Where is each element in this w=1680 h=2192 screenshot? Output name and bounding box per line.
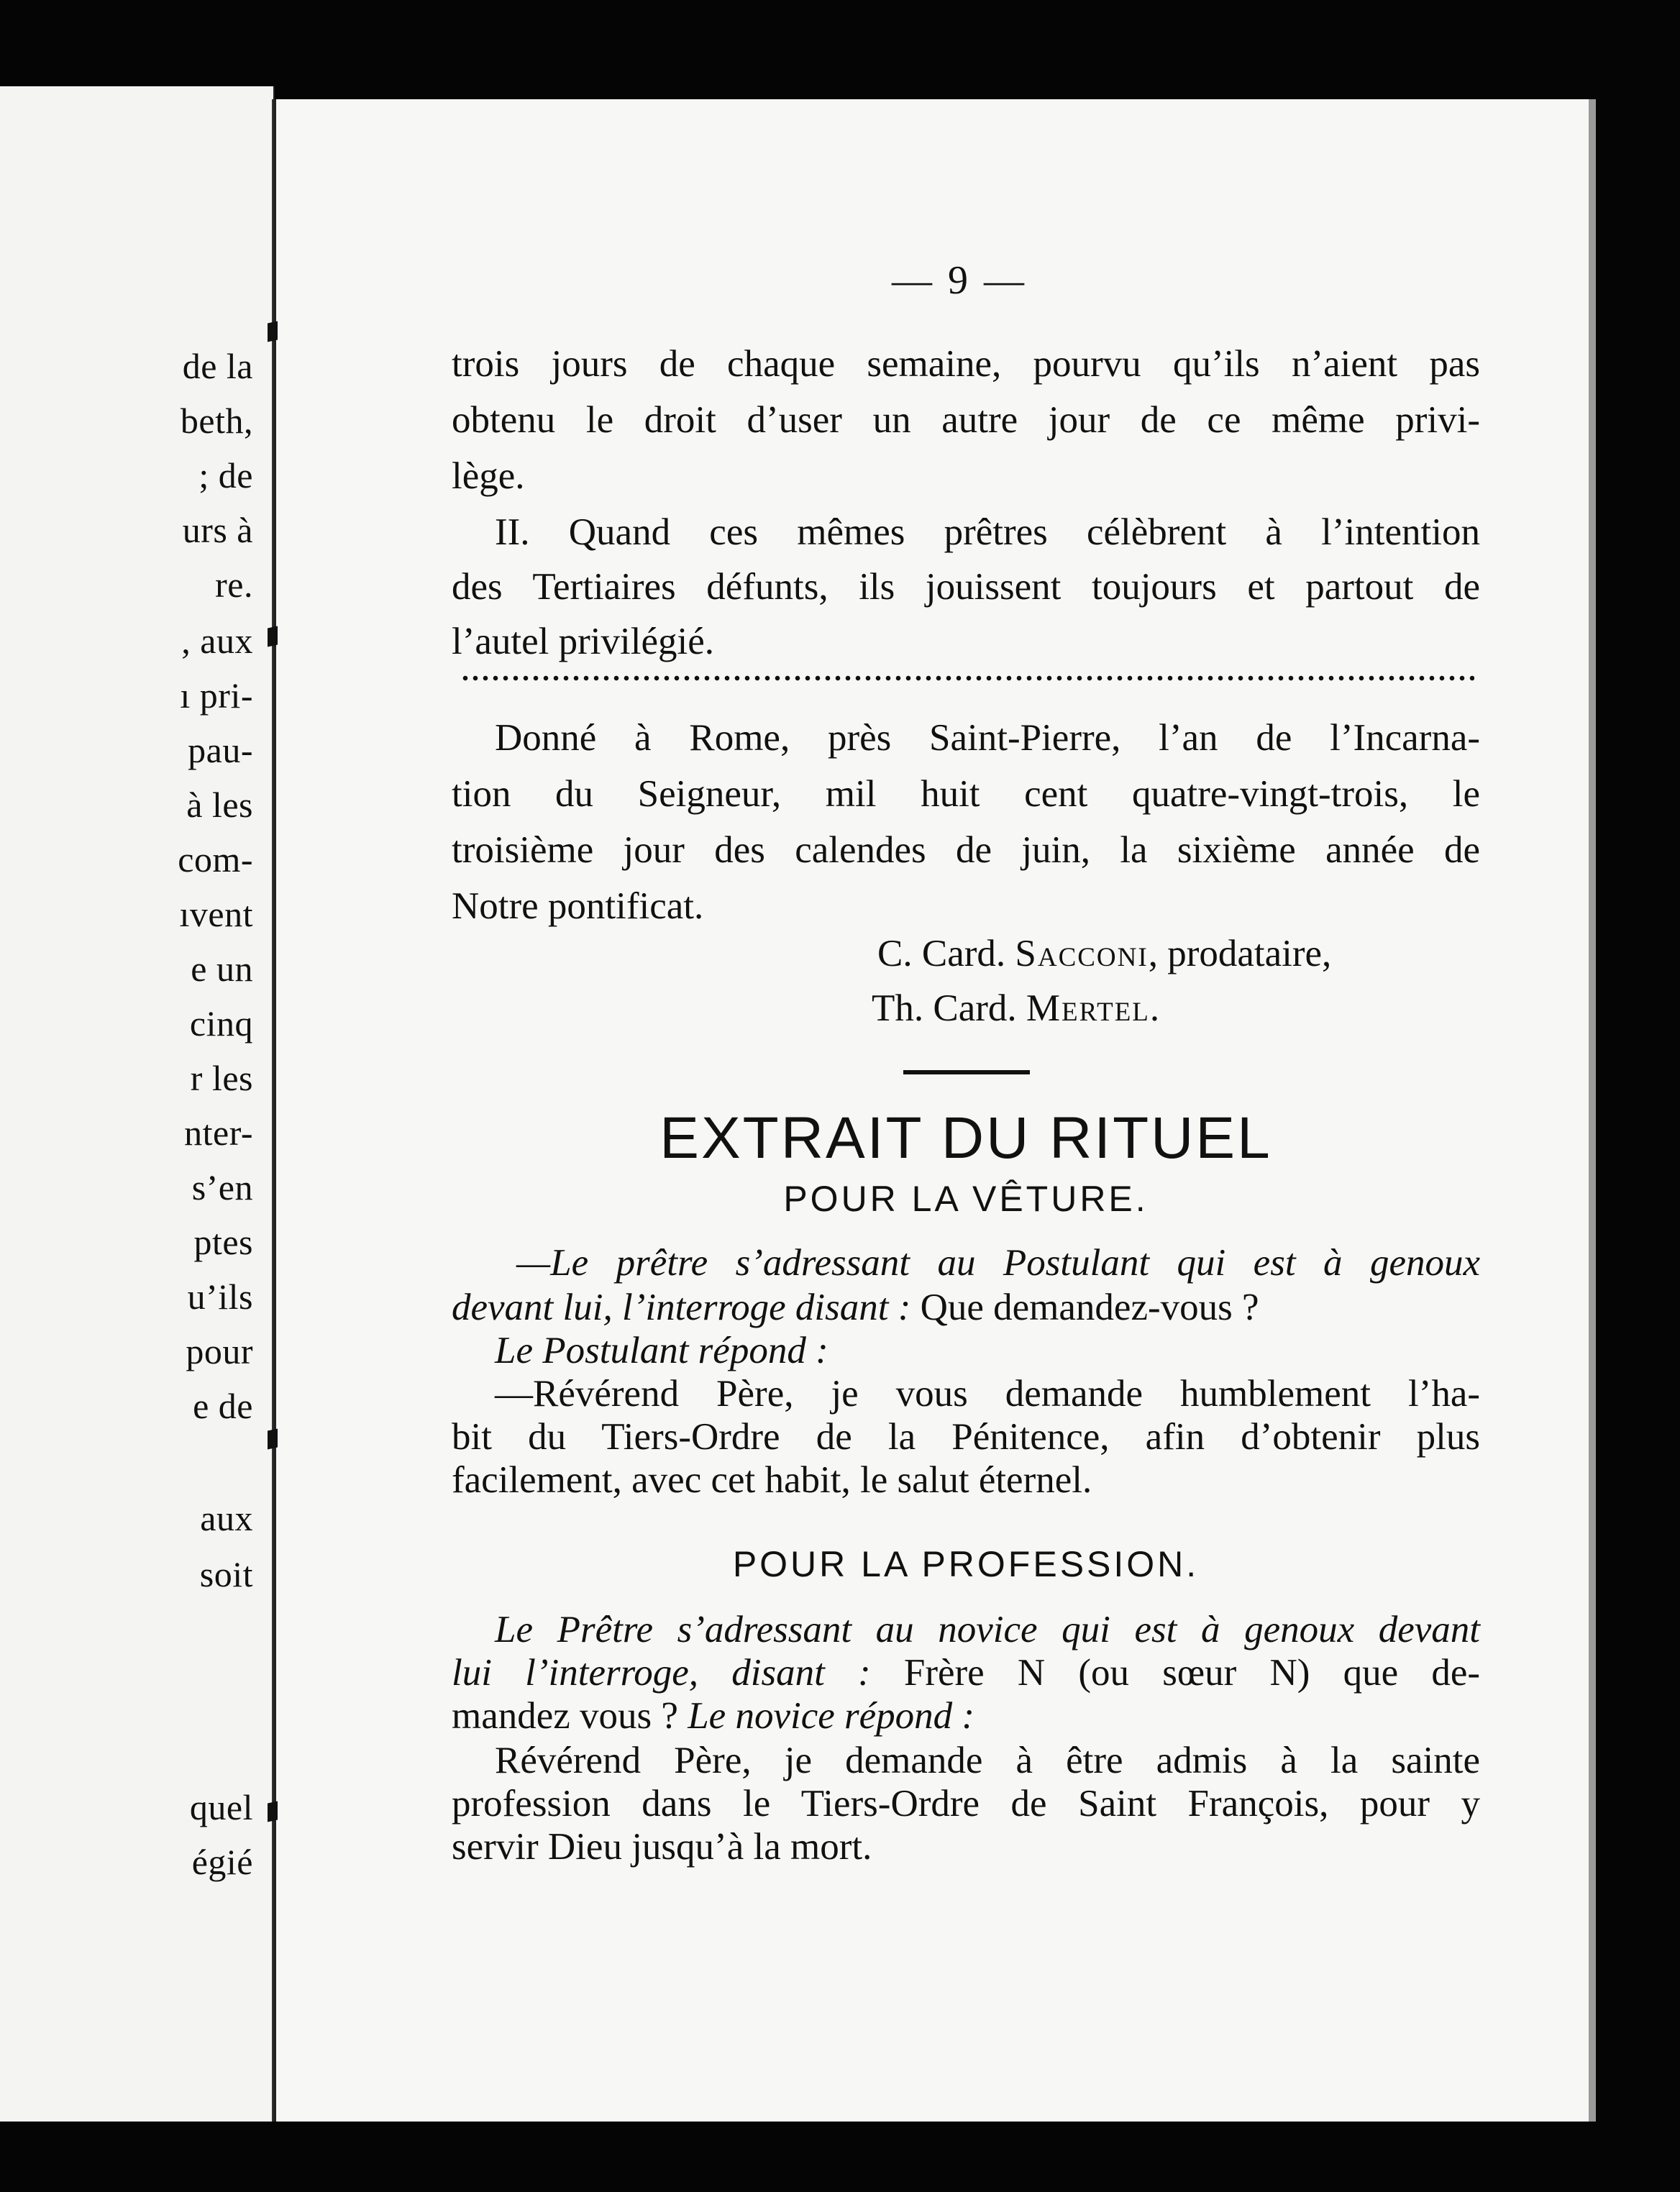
text-line xyxy=(452,1654,1480,1692)
text-line: facilement, avec cet habit, le salut éternel. xyxy=(452,1459,1092,1501)
left-line: e un xyxy=(191,949,253,989)
text-line: l’autel privilégié. xyxy=(452,621,714,662)
text-line: profession dans le Tiers-Ordre de Saint François, pour y xyxy=(452,1783,1480,1825)
left-line: r les xyxy=(190,1058,253,1098)
left-line: quel xyxy=(189,1787,253,1827)
binding-stitch xyxy=(268,1429,278,1450)
signature-name: Sacconi xyxy=(1015,933,1149,974)
left-line: s’en xyxy=(191,1167,253,1207)
signature-sacconi xyxy=(877,932,1331,975)
text-line: Révérend Père, je demande à être admis à la sainte xyxy=(495,1740,1480,1781)
text-line: Le Postulant répond : xyxy=(495,1330,828,1371)
left-line: urs à xyxy=(182,510,253,550)
left-line: pau- xyxy=(188,730,253,770)
left-line: , aux xyxy=(181,621,253,661)
ellipsis-dotted-line xyxy=(460,675,1474,682)
left-line: beth, xyxy=(180,401,253,441)
left-line: ; de xyxy=(198,455,253,496)
left-line: de la xyxy=(182,346,253,386)
signature-mertel xyxy=(872,987,1159,1030)
section-heading: EXTRAIT DU RITUEL xyxy=(659,1105,1272,1171)
text-line: trois jours de chaque semaine, pourvu qu’ils n’aient pas xyxy=(452,343,1480,385)
binding-stitch xyxy=(268,1801,278,1822)
signature-suffix: . xyxy=(1149,987,1160,1029)
left-line: cinq xyxy=(189,1003,253,1044)
signature-prefix: C. Card. xyxy=(877,933,1006,974)
left-line: aux xyxy=(200,1498,253,1538)
roman-span: mandez vous ? xyxy=(452,1695,688,1737)
text-line: —Le prêtre s’adressant au Postulant qui est à genoux xyxy=(516,1242,1480,1284)
left-line: à les xyxy=(186,785,253,825)
left-line: re. xyxy=(215,565,253,605)
text-line: lège. xyxy=(452,455,525,497)
text-line: troisième jour des calendes de juin, la sixième année de xyxy=(452,829,1480,871)
subheading-vesture: POUR LA VÊTURE. xyxy=(783,1179,1149,1219)
signature-suffix: , prodataire, xyxy=(1148,933,1332,974)
text-line: obtenu le droit d’user un autre jour de ce même privi- xyxy=(452,399,1480,441)
italic-span: devant lui, l’interroge disant : xyxy=(452,1287,911,1328)
text-line: servir Dieu jusqu’à la mort. xyxy=(452,1826,872,1868)
text-line: Le Prêtre s’adressant au novice qui est à genoux devant xyxy=(495,1609,1480,1650)
text-line: Notre pontificat. xyxy=(452,885,704,927)
italic-span: lui l’interroge, disant : xyxy=(452,1652,871,1694)
left-line: nter- xyxy=(184,1113,253,1153)
left-page-fragment xyxy=(0,86,275,2122)
text-line xyxy=(452,1289,1480,1327)
text-line: Donné à Rome, près Saint-Pierre, l’an de l’Incarna- xyxy=(495,717,1480,759)
section-rule xyxy=(903,1070,1030,1074)
left-line: égié xyxy=(191,1842,253,1882)
text-line: des Tertiaires défunts, ils jouissent toujours et partout de xyxy=(452,566,1480,608)
left-line: u’ils xyxy=(187,1277,253,1317)
roman-span: Frère N (ou sœur N) que de- xyxy=(870,1652,1480,1694)
text-line: bit du Tiers-Ordre de la Pénitence, afin d’obtenir plus xyxy=(452,1416,1480,1458)
subheading-profession: POUR LA PROFESSION. xyxy=(732,1544,1200,1584)
page-number: — 9 — xyxy=(892,258,1027,303)
binding-stitch xyxy=(268,321,278,342)
text-line: —Révérend Père, je vous demande humblement l’ha- xyxy=(495,1373,1480,1415)
text-line: II. Quand ces mêmes prêtres célèbrent à l’intention xyxy=(495,511,1480,553)
left-line: ı pri- xyxy=(180,675,253,716)
signature-prefix: Th. Card. xyxy=(872,987,1017,1029)
left-line: com- xyxy=(178,839,253,880)
left-line: soit xyxy=(199,1554,253,1594)
left-line: ıvent xyxy=(179,894,253,934)
roman-span: Que demandez-vous ? xyxy=(910,1287,1259,1328)
left-line: pour xyxy=(186,1331,253,1371)
text-line: tion du Seigneur, mil huit cent quatre-vingt-trois, le xyxy=(452,773,1480,815)
signature-name: Mertel xyxy=(1026,987,1150,1029)
left-line: e de xyxy=(193,1386,253,1426)
binding-stitch xyxy=(268,626,278,647)
italic-span: Le novice répond : xyxy=(688,1695,975,1737)
left-line: ptes xyxy=(193,1222,253,1262)
text-line xyxy=(452,1697,1480,1735)
